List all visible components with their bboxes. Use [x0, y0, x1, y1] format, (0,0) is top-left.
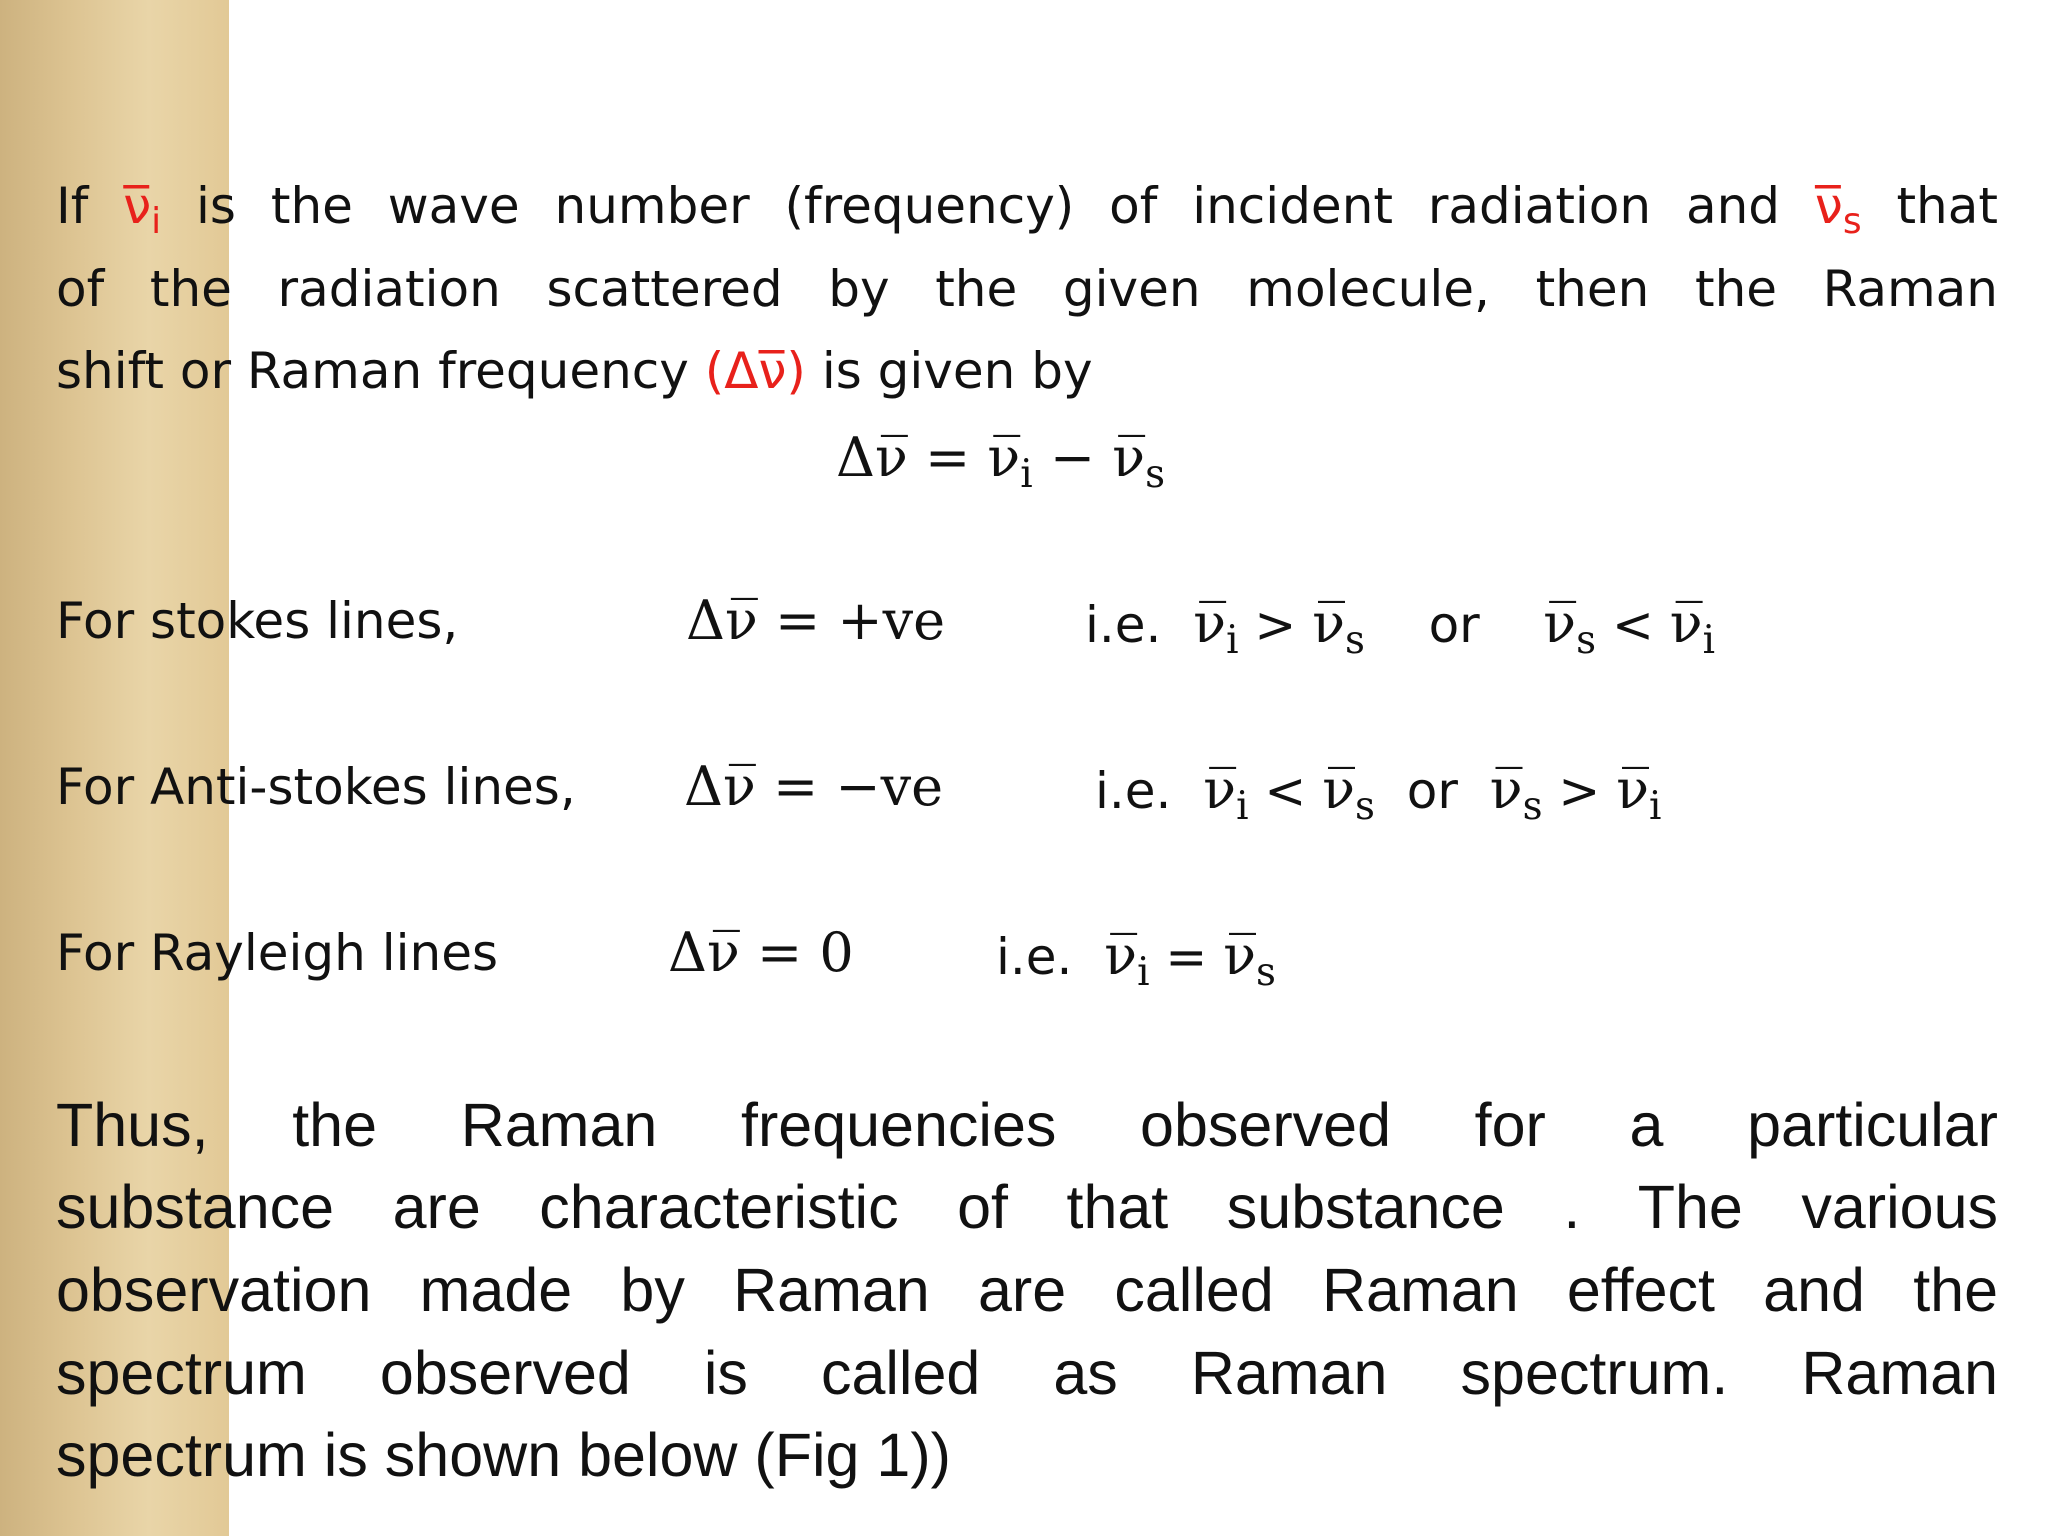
conclusion-line-3: observation made by Raman are called Raman effect and the	[56, 1256, 1998, 1324]
conclusion-line-4: spectrum observed is called as Raman spectrum. Raman	[56, 1339, 1998, 1407]
rayleigh-relation: i.e. $\nu̅_i$ = $\nu̅_s$	[996, 924, 1276, 995]
incident-wavenumber-symbol: $\nu̅_i$	[123, 177, 162, 243]
stokes-equation: Δν̅ = +ve	[686, 589, 946, 652]
anti-stokes-equation: Δν̅ = −ve	[684, 755, 944, 818]
stokes-relation: i.e. $\nu̅_i$ > $\nu̅_s$ or $\nu̅_s$ < $\nu̅_i$	[1085, 592, 1716, 663]
rayleigh-label: For Rayleigh lines	[56, 924, 499, 982]
intro-line-3: shift or Raman frequency (Δν̅) is given by	[56, 342, 1093, 400]
raman-shift-term: (Δν̅)	[704, 342, 806, 400]
anti-stokes-label: For Anti-stokes lines,	[56, 758, 576, 816]
raman-shift-equation: Δν̅ = $\nu̅_i$ − $\nu̅_s$	[836, 426, 1166, 497]
conclusion-line-2: substance are characteristic of that substance . The various	[56, 1173, 1998, 1241]
stokes-label: For stokes lines,	[56, 592, 459, 650]
intro-line-2: of the radiation scattered by the given molecule, then the Raman	[56, 260, 1998, 318]
conclusion-line-5: spectrum is shown below (Fig 1))	[56, 1421, 951, 1489]
intro-line-1: If $\nu̅_i$ is the wave number (frequency) of incident radiation and $\nu̅_s$ that	[56, 177, 1998, 243]
conclusion-line-1: Thus, the Raman frequencies observed for a particular	[56, 1091, 1998, 1159]
anti-stokes-relation: i.e. $\nu̅_i$ < $\nu̅_s$ or $\nu̅_s$ > $\nu̅_i$	[1095, 758, 1662, 829]
rayleigh-equation: Δν̅ = 0	[668, 921, 854, 984]
scattered-wavenumber-symbol: $\nu̅_s$	[1814, 177, 1862, 243]
